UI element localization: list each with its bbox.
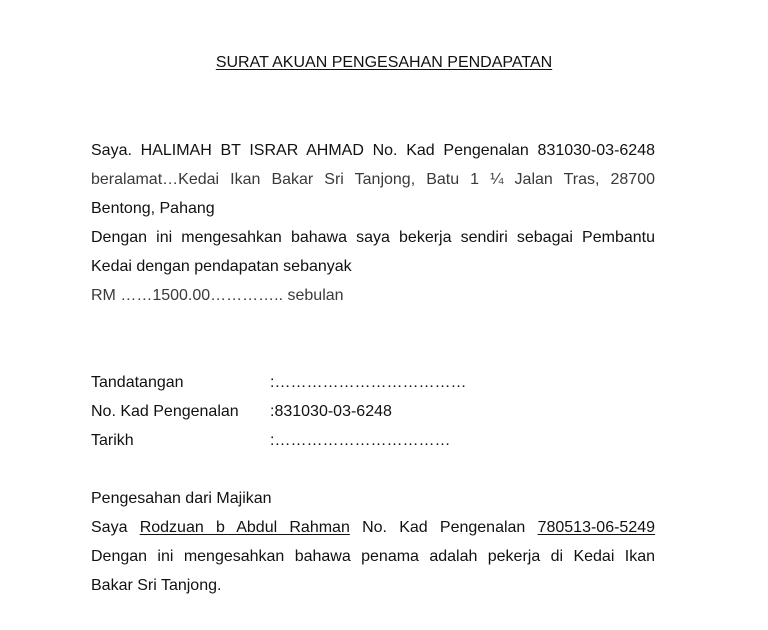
signature-label: Tandatangan — [91, 374, 184, 391]
date-value: :…………………………… — [270, 432, 451, 449]
document-title: SURAT AKUAN PENGESAHAN PENDAPATAN — [215, 54, 553, 71]
declaration-line-3: Bentong, Pahang — [91, 200, 215, 217]
employer-name: Rodzuan b Abdul Rahman — [139, 519, 350, 536]
employer-line-2: Dengan ini mengesahkan bahawa penama adalah pekerja di Kedai Ikan — [91, 548, 655, 565]
declaration-line-5: Kedai dengan pendapatan sebanyak — [91, 258, 352, 275]
declaration-line-1: Saya. HALIMAH BT ISRAR AHMAD No. Kad Pengenalan 831030-03-6248 — [91, 142, 655, 159]
declaration-line-2: beralamat…Kedai Ikan Bakar Sri Tanjong, Batu 1 ¼ Jalan Tras, 28700 — [91, 171, 655, 188]
employer-ic-number: 780513-06-5249 — [537, 519, 656, 536]
employer-ic-text: No. Kad Pengenalan — [362, 519, 526, 536]
employer-line-3: Bakar Sri Tanjong. — [91, 577, 222, 594]
employer-line-1 — [91, 518, 655, 538]
declaration-line-4: Dengan ini mengesahkan bahawa saya bekerja sendiri sebagai Pembantu — [91, 229, 655, 246]
signature-value: :……………………………… — [270, 374, 467, 391]
employer-heading: Pengesahan dari Majikan — [91, 490, 272, 507]
income-line: RM ……1500.00………….. sebulan — [91, 287, 344, 304]
ic-label: No. Kad Pengenalan — [91, 403, 239, 420]
date-label: Tarikh — [91, 432, 134, 449]
ic-value: :831030-03-6248 — [270, 403, 392, 420]
employer-saya: Saya — [91, 519, 128, 536]
